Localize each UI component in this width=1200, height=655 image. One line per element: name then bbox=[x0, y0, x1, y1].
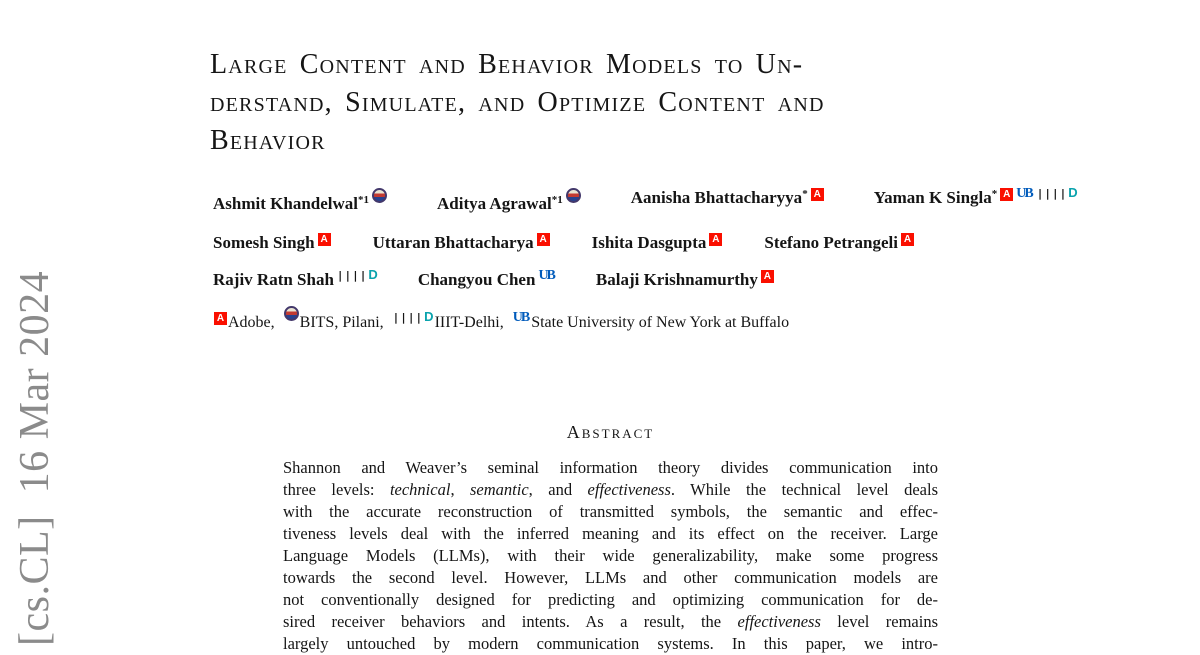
abstract-line: largely untouched by modern communication systems. In this paper, we intro- bbox=[283, 634, 938, 653]
author-entry bbox=[596, 270, 774, 290]
author-row-3 bbox=[213, 270, 774, 290]
author-name: Ashmit Khandelwal bbox=[213, 194, 358, 213]
abstract-heading: Abstract bbox=[566, 422, 655, 442]
affiliation-label: State University of New York at Buffalo bbox=[531, 314, 790, 331]
ub-logo-icon bbox=[513, 313, 530, 323]
author-name: Somesh Singh bbox=[213, 233, 315, 252]
author-name: Changyou Chen bbox=[417, 270, 536, 289]
author-entry bbox=[213, 188, 387, 214]
bits-logo-icon bbox=[372, 188, 387, 203]
abstract-line: not conventionally designed for predicting and optimizing communication for de- bbox=[283, 590, 938, 609]
author-superscript: *1 bbox=[358, 194, 369, 206]
author-entry bbox=[373, 233, 550, 253]
iiitd-logo-icon bbox=[1037, 188, 1078, 199]
author-superscript: * bbox=[802, 188, 808, 200]
adobe-logo-icon bbox=[901, 233, 914, 246]
iiitd-logo-icon bbox=[337, 270, 378, 281]
abstract-line: Language Models (LLMs), with their wide generalizability, make some progress bbox=[283, 546, 938, 565]
abstract-italic-term: effectiveness bbox=[737, 612, 821, 631]
bits-logo-icon bbox=[566, 188, 581, 203]
abstract-body bbox=[283, 457, 938, 655]
author-row-2 bbox=[213, 233, 914, 253]
adobe-logo-icon bbox=[214, 312, 227, 325]
author-name: Rajiv Ratn Shah bbox=[213, 270, 334, 289]
author-name: Uttaran Bhattacharya bbox=[372, 233, 534, 252]
affiliation-item bbox=[513, 314, 789, 331]
arxiv-stamp: [cs.CL] 16 Mar 2024 bbox=[12, 270, 58, 646]
title-line-1: Large Content and Behavior Models to Un- bbox=[210, 49, 804, 80]
author-superscript: * bbox=[991, 188, 998, 200]
adobe-logo-icon bbox=[1000, 188, 1013, 201]
iiitd-logo-icon bbox=[393, 312, 434, 323]
title-line-2: derstand, Simulate, and Optimize Content and bbox=[210, 87, 825, 118]
abstract-line: Shannon and Weaver’s seminal information theory divides communication into bbox=[283, 458, 938, 477]
author-name: Balaji Krishnamurthy bbox=[595, 270, 758, 289]
author-name: Stefano Petrangeli bbox=[764, 233, 898, 252]
author-name: Aanisha Bhattacharyya bbox=[630, 188, 803, 207]
adobe-logo-icon bbox=[709, 233, 722, 246]
adobe-logo-icon bbox=[537, 233, 550, 246]
affiliation-label: Adobe, bbox=[228, 314, 275, 331]
author-entry bbox=[437, 188, 581, 214]
affiliation-label: IIIT-Delhi, bbox=[434, 314, 504, 331]
abstract-line: tiveness levels deal with the inferred meaning and its effect on the receiver. Large bbox=[283, 524, 938, 543]
bits-logo-icon bbox=[284, 306, 299, 321]
abstract-line: sired receiver behaviors and intents. As a result, the effectiveness level remains bbox=[283, 612, 938, 631]
ub-logo-icon bbox=[1016, 189, 1033, 199]
affiliation-item bbox=[214, 314, 275, 331]
author-entry bbox=[213, 233, 331, 253]
adobe-logo-icon bbox=[761, 270, 774, 283]
author-entry bbox=[874, 188, 1078, 208]
title-line-3: Behavior bbox=[210, 125, 326, 156]
adobe-logo-icon bbox=[811, 188, 824, 201]
author-entry bbox=[213, 270, 378, 290]
affiliation-label: BITS, Pilani, bbox=[299, 314, 384, 331]
affiliation-item bbox=[393, 314, 504, 331]
author-name: Ishita Dasgupta bbox=[591, 233, 707, 252]
author-name: Yaman K Singla bbox=[873, 188, 992, 207]
author-superscript: *1 bbox=[551, 194, 563, 206]
author-entry bbox=[418, 270, 556, 290]
affiliation-item bbox=[284, 314, 384, 331]
author-entry bbox=[764, 233, 914, 253]
affiliations-line bbox=[214, 306, 798, 332]
abstract-italic-term: technical bbox=[389, 480, 451, 499]
abstract-line: towards the second level. However, LLMs and other communication models are bbox=[283, 568, 938, 587]
paper-title bbox=[210, 46, 1030, 160]
abstract-line: with the accurate reconstruction of transmitted symbols, the semantic and effec- bbox=[283, 502, 938, 521]
author-entry bbox=[592, 233, 723, 253]
abstract-italic-term: effectiveness bbox=[587, 480, 671, 499]
author-name: Aditya Agrawal bbox=[437, 194, 552, 213]
adobe-logo-icon bbox=[318, 233, 331, 246]
ub-logo-icon bbox=[538, 271, 555, 281]
abstract-line: three levels: technical, semantic, and effectiveness. While the technical level deals bbox=[283, 480, 938, 499]
abstract-italic-term: semantic bbox=[470, 480, 529, 499]
author-entry bbox=[631, 188, 824, 208]
author-row-1 bbox=[213, 188, 1078, 214]
